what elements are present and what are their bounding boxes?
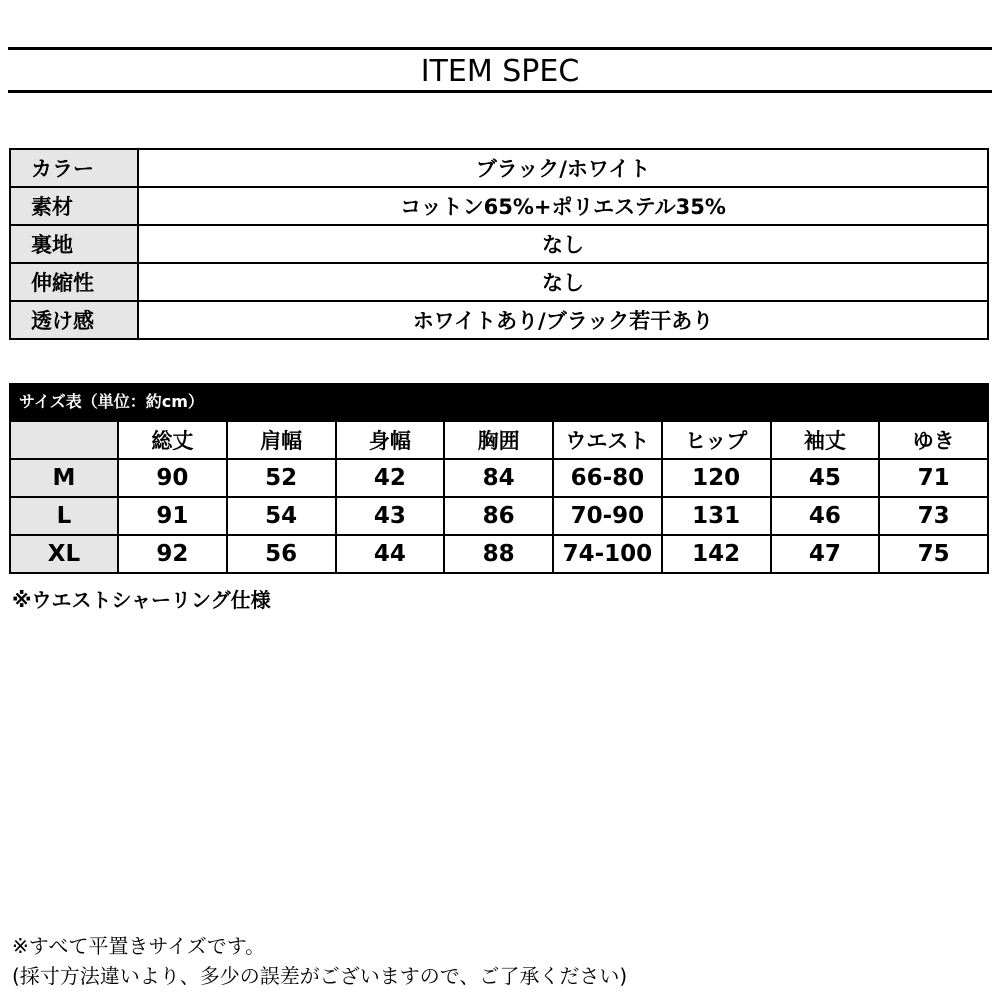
spec-value: なし [138,225,988,263]
size-note: ※ウエストシャーリング仕様 [12,588,271,612]
size-cell: 142 [662,535,771,573]
size-cell: 46 [771,497,880,535]
spec-row-lining [10,225,988,263]
size-col-header: 肩幅 [227,421,336,459]
size-col-header: 身幅 [336,421,445,459]
size-cell: 56 [227,535,336,573]
spec-value: ホワイトあり/ブラック若干あり [138,301,988,339]
size-cell: 52 [227,459,336,497]
size-cell: 92 [118,535,227,573]
size-cell: 47 [771,535,880,573]
size-table [9,420,989,574]
size-cell: 43 [336,497,445,535]
size-col-header: ゆき [879,421,988,459]
size-row-l [10,497,988,535]
size-corner-cell [10,421,118,459]
size-cell: 88 [444,535,553,573]
size-table-caption: サイズ表（単位：約cm） [9,383,989,421]
spec-label: カラー [10,149,138,187]
spec-value: なし [138,263,988,301]
size-col-header: ウエスト [553,421,662,459]
top-rule [8,47,992,50]
size-cell: 73 [879,497,988,535]
size-row-m [10,459,988,497]
size-row-label: XL [10,535,118,573]
footer-note-flat-measure: ※すべて平置きサイズです。 [12,934,266,958]
size-cell: 75 [879,535,988,573]
size-cell: 44 [336,535,445,573]
size-cell: 131 [662,497,771,535]
size-cell: 120 [662,459,771,497]
title-underline [8,90,992,93]
footer-note-tolerance: (採寸方法違いより、多少の誤差がございますので、ご了承ください) [12,964,628,988]
size-cell: 91 [118,497,227,535]
size-row-xl [10,535,988,573]
size-cell: 71 [879,459,988,497]
size-cell: 90 [118,459,227,497]
spec-label: 伸縮性 [10,263,138,301]
size-cell: 42 [336,459,445,497]
size-col-header: ヒップ [662,421,771,459]
size-row-label: M [10,459,118,497]
spec-row-material [10,187,988,225]
spec-row-color [10,149,988,187]
size-cell: 45 [771,459,880,497]
spec-value: ブラック/ホワイト [138,149,988,187]
size-header-row [10,421,988,459]
page-title: ITEM SPEC [420,54,580,89]
size-cell: 70-90 [553,497,662,535]
spec-label: 素材 [10,187,138,225]
size-cell: 86 [444,497,553,535]
spec-label: 裏地 [10,225,138,263]
size-row-label: L [10,497,118,535]
size-col-header: 胸囲 [444,421,553,459]
size-cell: 74-100 [553,535,662,573]
spec-row-sheerness [10,301,988,339]
size-cell: 84 [444,459,553,497]
size-cell: 54 [227,497,336,535]
spec-label: 透け感 [10,301,138,339]
size-col-header: 袖丈 [771,421,880,459]
size-col-header: 総丈 [118,421,227,459]
spec-table [9,148,989,340]
spec-row-stretch [10,263,988,301]
spec-value: コットン65%+ポリエステル35% [138,187,988,225]
size-cell: 66-80 [553,459,662,497]
